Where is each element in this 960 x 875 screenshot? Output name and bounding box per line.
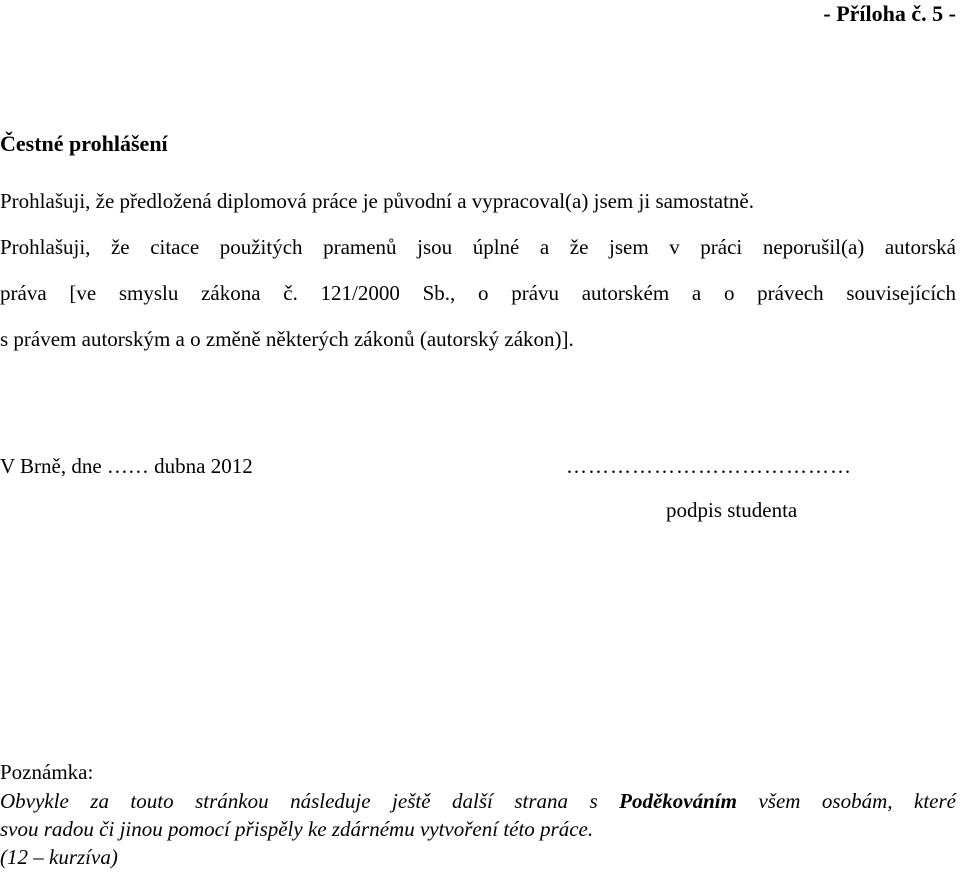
declaration-line-3: práva [ve smyslu zákona č. 121/2000 Sb., o právu autorském a o právech souvisejících xyxy=(0,281,956,305)
appendix-label: - Příloha č. 5 - xyxy=(823,1,956,26)
page-title: Čestné prohlášení xyxy=(0,131,168,156)
signature-label: podpis studenta xyxy=(666,498,798,522)
declaration-line-2: Prohlašuji, že citace použitých pramenů jsou úplné a že jsem v práci neporušil(a) autorská xyxy=(0,235,956,259)
note-line-3: (12 – kurzíva) xyxy=(0,845,118,869)
note-line-1 xyxy=(0,787,956,815)
note-title: Poznámka: xyxy=(0,760,94,784)
signature-line: ………………………………… xyxy=(566,454,852,478)
declaration-line-1: Prohlašuji, že předložená diplomová práce je původní a vypracoval(a) jsem ji samostatně. xyxy=(0,189,755,213)
declaration-line-4: s právem autorským a o změně některých zákonů (autorský zákon)]. xyxy=(0,327,574,351)
place-and-date: V Brně, dne …… dubna 2012 xyxy=(0,454,253,478)
note-line-2: svou radou či jinou pomocí přispěly ke zdárnému vytvoření této práce. xyxy=(0,817,594,841)
note-line-1-start: Obvykle za touto stránkou následuje ještě další strana s xyxy=(0,789,620,813)
note-line-1-end: všem osobám, které xyxy=(736,789,956,813)
note-emphasis: Poděkováním xyxy=(619,789,737,813)
